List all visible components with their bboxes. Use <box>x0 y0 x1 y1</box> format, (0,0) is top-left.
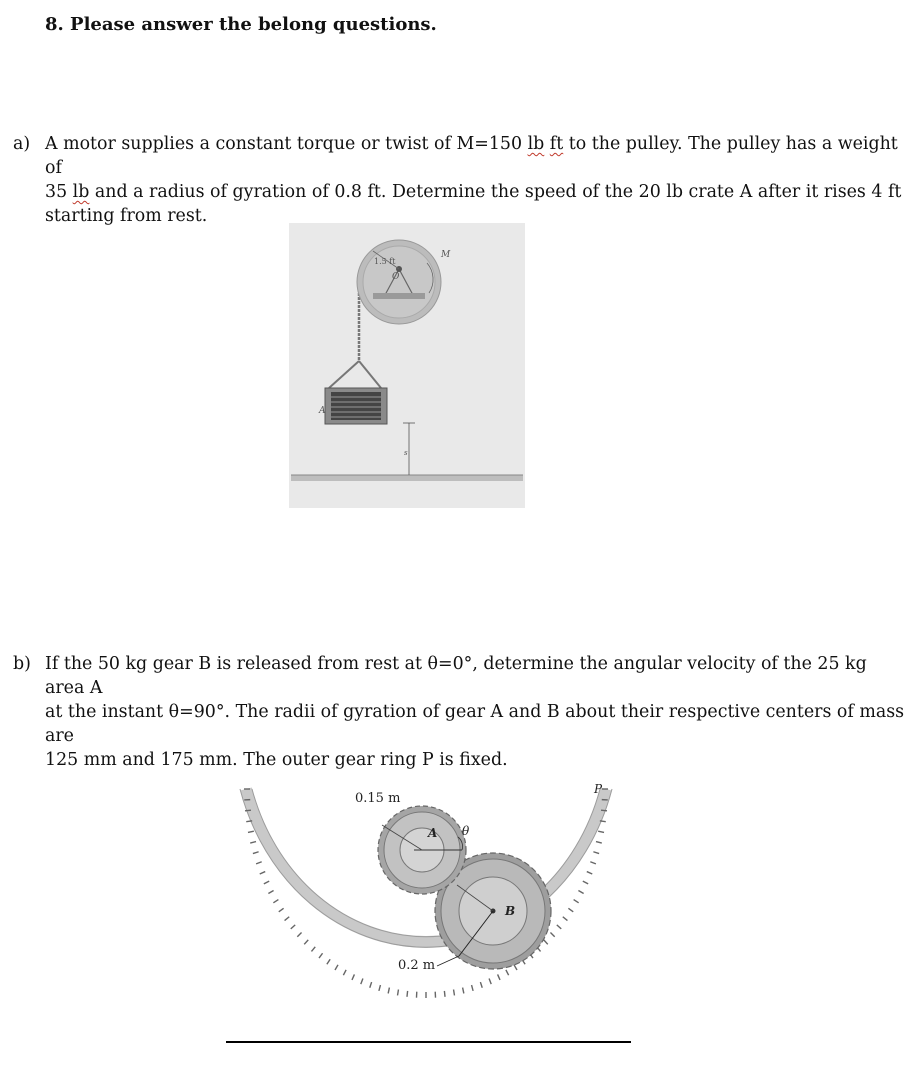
gear-a <box>378 806 466 894</box>
heading: 8. Please answer the belong questions. <box>45 14 437 35</box>
ring-tooth <box>264 881 269 884</box>
question-a-line2: 35 lb and a radius of gyration of 0.8 ft. Determine the speed of the 20 lb crate A after it rises 4 ft <box>45 182 902 202</box>
ring-tooth <box>598 831 604 832</box>
label-p: P <box>594 782 603 796</box>
ring-tooth <box>250 842 256 844</box>
ring-tooth <box>574 900 579 903</box>
ring-tooth <box>514 965 517 970</box>
ring-tooth <box>463 988 464 994</box>
ring-tooth <box>253 852 259 854</box>
ring-tooth <box>506 970 509 975</box>
ring-tooth <box>583 881 588 884</box>
ring-tooth <box>297 933 301 937</box>
ring-tooth <box>557 925 561 929</box>
question-b-line3: 125 mm and 175 mm. The outer gear ring P is fixed. <box>45 750 508 770</box>
question-b-label: b) <box>13 654 31 674</box>
ring-tooth <box>578 891 583 894</box>
label-b: B <box>505 904 516 918</box>
ring-tooth <box>245 810 251 811</box>
ring-tooth <box>472 985 474 991</box>
ring-tooth <box>335 965 338 970</box>
ring-tooth <box>600 821 606 822</box>
ring-tooth <box>279 908 284 912</box>
distance-label: s <box>404 449 408 457</box>
ring-tooth <box>407 991 408 997</box>
ring-tooth <box>370 982 372 988</box>
label-a: A <box>428 826 438 840</box>
ring-tooth <box>480 982 482 988</box>
label-02: 0.2 m <box>398 958 436 973</box>
ring-tooth <box>601 810 607 811</box>
question-a-line3: starting from rest. <box>45 206 208 226</box>
bottom-rule <box>226 1041 631 1043</box>
ring-tooth <box>319 953 323 958</box>
ring-tooth <box>444 991 445 997</box>
ring-tooth <box>596 842 602 844</box>
moment-label: M <box>441 250 451 260</box>
ring-tooth <box>544 940 548 944</box>
ring-tooth <box>590 862 596 864</box>
question-a <box>13 132 905 228</box>
label-theta: θ <box>462 824 470 838</box>
ring-tooth <box>593 852 599 854</box>
ring-tooth <box>379 985 381 991</box>
ring-tooth <box>489 979 491 985</box>
ring-tooth <box>311 947 315 952</box>
ring-tooth <box>454 990 455 996</box>
unit-lb-squiggle-2: lb <box>72 182 90 202</box>
crate-label: A <box>319 406 326 416</box>
ring-tooth <box>550 933 554 937</box>
ring-tooth <box>343 970 346 975</box>
ring-tooth <box>361 979 363 985</box>
unit-lb-squiggle: lb <box>527 134 545 154</box>
pulley-center-label: O <box>392 272 400 282</box>
ring-tooth <box>268 891 273 894</box>
ring-tooth <box>291 925 295 929</box>
ring-tooth <box>304 940 308 944</box>
ring-tooth <box>246 821 252 822</box>
pulley-crate-figure <box>289 223 525 508</box>
gear-ring-figure <box>230 775 630 1015</box>
question-b <box>13 652 905 772</box>
question-a-label: a) <box>13 134 31 154</box>
ring-tooth <box>273 900 278 903</box>
question-a-line1: A motor supplies a constant torque or twist of M=150 lb ft to the pulley. The pulley has a weight of <box>45 134 898 178</box>
unit-ft-squiggle: ft <box>549 134 564 154</box>
ring-tooth <box>563 917 568 921</box>
ring-tooth <box>260 872 265 874</box>
pulley-radius-label: 1.5 ft <box>374 257 396 266</box>
ring-tooth <box>248 831 254 832</box>
ring-tooth <box>327 959 330 964</box>
ring-tooth <box>352 974 354 979</box>
ring-tooth <box>587 872 592 874</box>
ring-tooth <box>568 908 573 912</box>
ring-tooth <box>498 974 500 979</box>
ring-tooth <box>256 862 262 864</box>
label-015: 0.15 m <box>355 791 401 806</box>
question-b-line1: If the 50 kg gear B is released from rest at θ=0°, determine the angular velocity of the 25 kg area A <box>45 654 867 698</box>
ring-tooth <box>388 988 389 994</box>
ring-tooth <box>398 990 399 996</box>
ring-tooth <box>285 917 290 921</box>
question-b-line2: at the instant θ=90°. The radii of gyration of gear A and B about their respective centers of mass are <box>45 702 905 746</box>
